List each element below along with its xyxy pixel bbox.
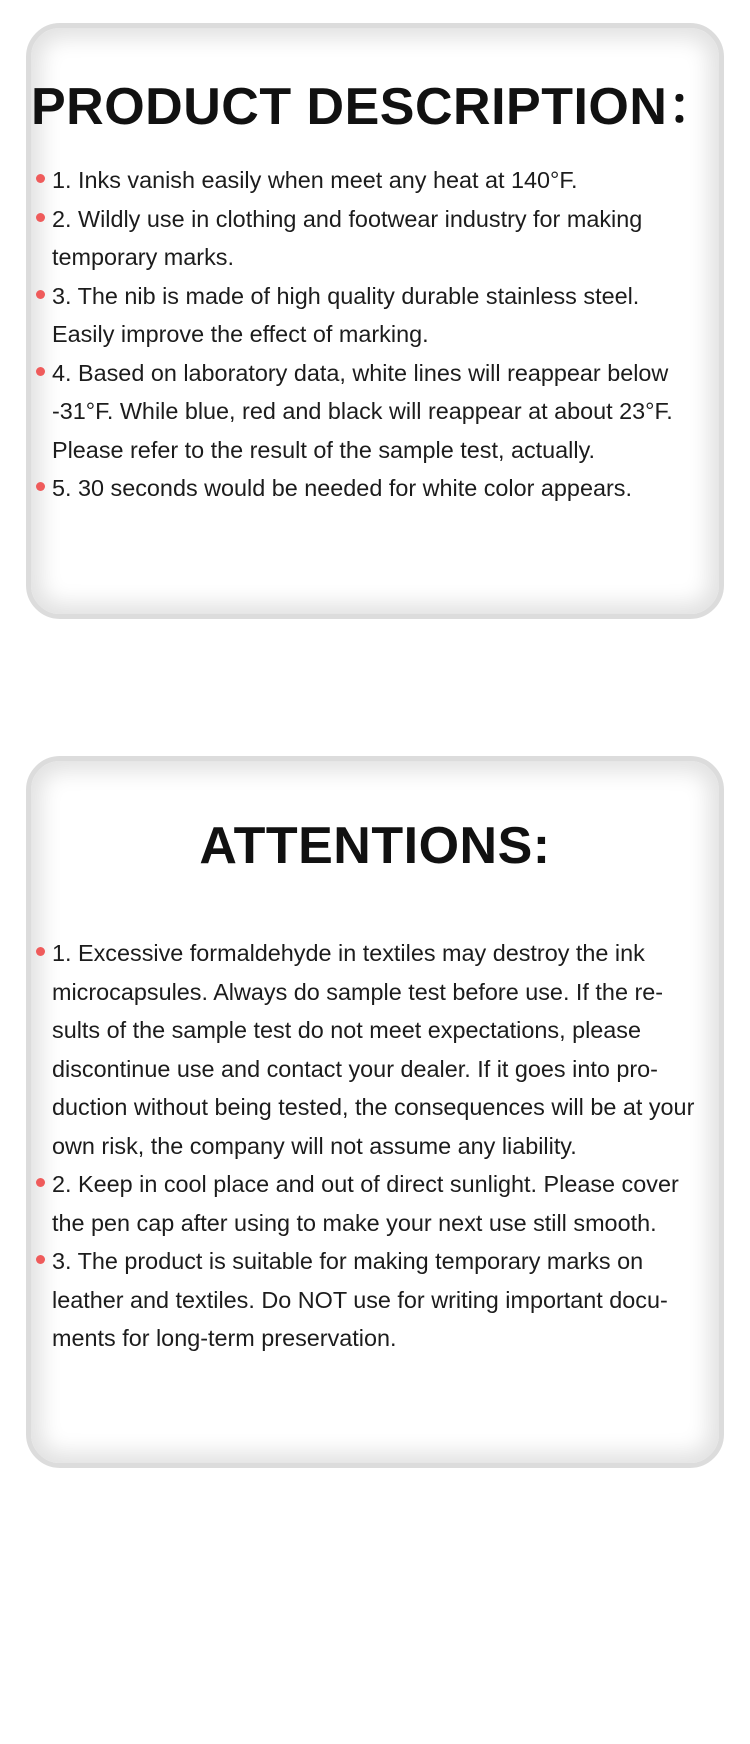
bullet-dot-icon	[36, 1178, 45, 1187]
list-item	[52, 200, 707, 277]
product-description-title: PRODUCT DESCRIPTION：	[31, 78, 720, 136]
list-item	[52, 354, 707, 470]
bullet-dot-icon	[36, 482, 45, 491]
list-item-text: 3. The nib is made of high quality durable stainless steel. Easily improve the effect of marking.	[52, 282, 640, 347]
list-item	[52, 1165, 707, 1242]
list-item-text: 5. 30 seconds would be needed for white color appears.	[52, 475, 632, 501]
list-item-text: 3. The product is suitable for making temporary marks on leather and textiles. Do NOT use for writing important docu-ments for long-term preservation.	[52, 1248, 668, 1351]
bullet-dot-icon	[36, 213, 45, 222]
attentions-panel	[26, 756, 724, 1468]
attentions-list	[31, 934, 719, 1358]
list-item	[52, 934, 707, 1165]
bullet-dot-icon	[36, 947, 45, 956]
bullet-dot-icon	[36, 290, 45, 299]
list-item-text: 4. Based on laboratory data, white lines will reappear below -31°F. While blue, red and black will reappear at about 23°F. Please refer to the result of the sample test, actually.	[52, 359, 673, 463]
list-item	[52, 1242, 707, 1358]
product-description-panel	[26, 23, 724, 619]
list-item-text: 2. Keep in cool place and out of direct sunlight. Please cover the pen cap after using to make your next use still smooth.	[52, 1171, 679, 1236]
list-item	[52, 161, 707, 200]
attentions-title: ATTENTIONS:	[199, 817, 551, 875]
list-item-text: 1. Excessive formaldehyde in textiles may destroy the ink microcapsules. Always do sample test before use. If the re-sults of the sample test do not meet expectations, please discontinue use and contact your dealer. If it goes into pro-duction without being tested, the consequences will be at your own risk, the company will not assume any liability.	[52, 940, 695, 1159]
bullet-dot-icon	[36, 1255, 45, 1264]
list-item	[52, 469, 707, 508]
list-item	[52, 277, 707, 354]
product-description-list	[31, 161, 719, 508]
bullet-dot-icon	[36, 174, 45, 183]
list-item-text: 2. Wildly use in clothing and footwear industry for making temporary marks.	[52, 205, 643, 270]
bullet-dot-icon	[36, 367, 45, 376]
list-item-text: 1. Inks vanish easily when meet any heat at 140°F.	[52, 167, 578, 193]
